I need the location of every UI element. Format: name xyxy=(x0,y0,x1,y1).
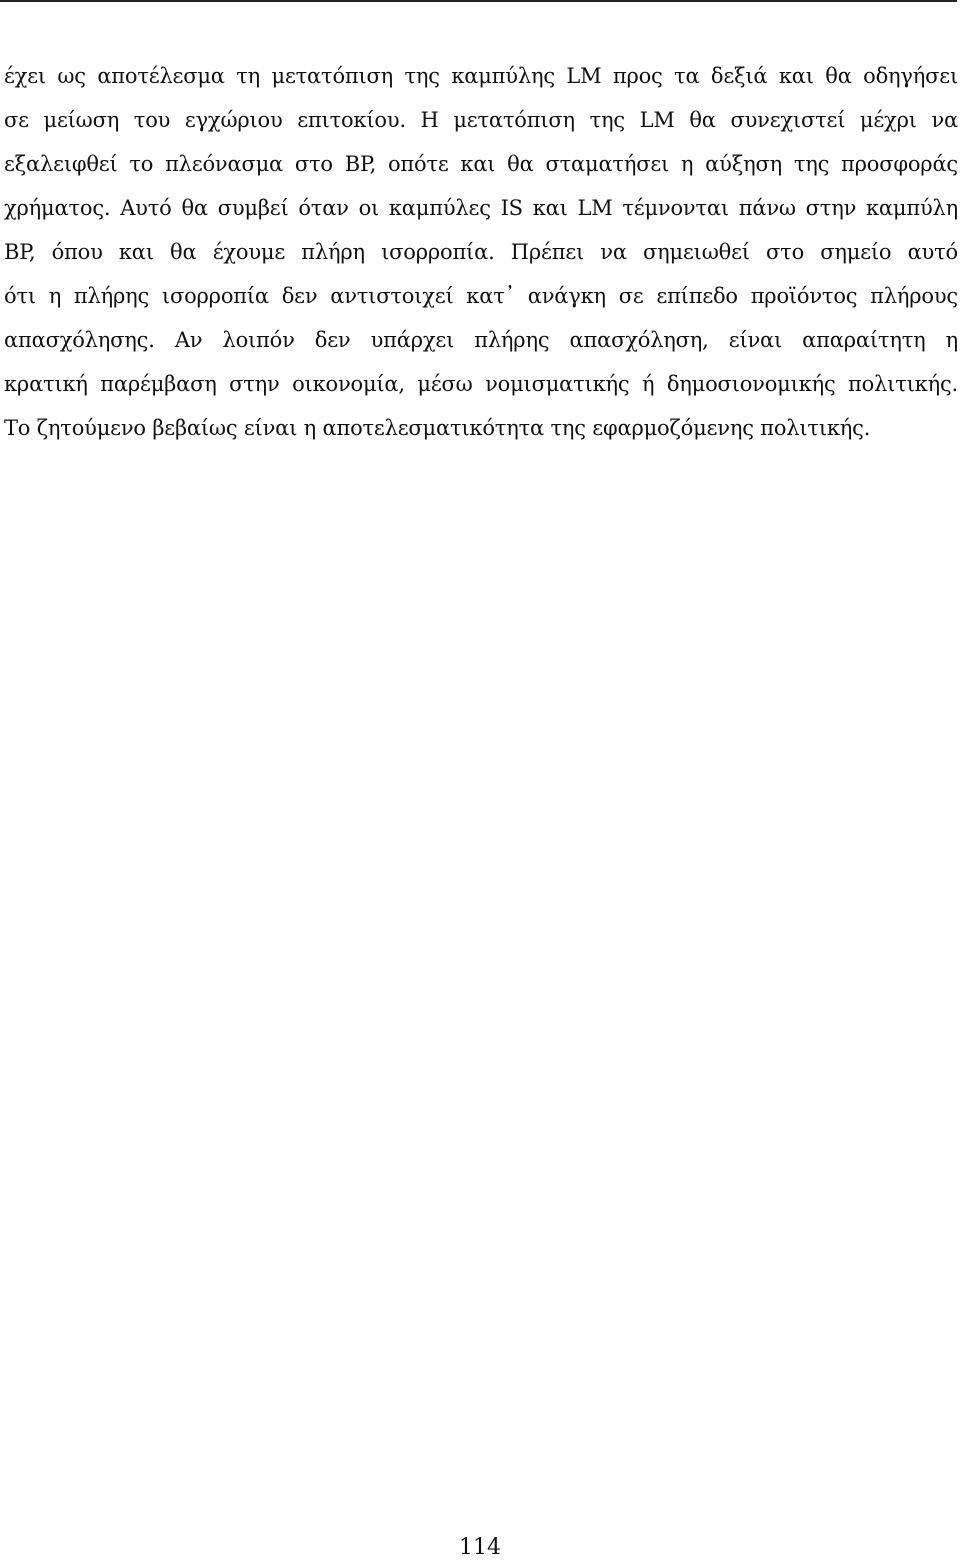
body-paragraph xyxy=(4,54,958,450)
text-line: σε μείωση του εγχώριου επιτοκίου. Η μετατόπιση της LM θα συνεχιστεί μέχρι να xyxy=(4,108,958,132)
text-line: ότι η πλήρης ισορροπία δεν αντιστοιχεί κατ᾽ ανάγκη σε επίπεδο προϊόντος πλήρους xyxy=(4,284,958,308)
text-line: εξαλειφθεί το πλεόνασμα στο BP, οπότε και θα σταματήσει η αύξηση της προσφοράς xyxy=(4,152,958,176)
header-rule xyxy=(0,0,957,2)
text-line: BP, όπου και θα έχουμε πλήρη ισορροπία. Πρέπει να σημειωθεί στο σημείο αυτό xyxy=(4,240,958,264)
text-line: απασχόλησης. Αν λοιπόν δεν υπάρχει πλήρης απασχόληση, είναι απαραίτητη η xyxy=(4,328,958,352)
text-line: έχει ως αποτέλεσμα τη μετατόπιση της καμπύλης LM προς τα δεξιά και θα οδηγήσει xyxy=(4,64,958,88)
page-number: 114 xyxy=(459,1535,501,1560)
text-line: χρήματος. Αυτό θα συμβεί όταν οι καμπύλες IS και LM τέμνονται πάνω στην καμπύλη xyxy=(4,196,958,220)
text-line: κρατική παρέμβαση στην οικονομία, μέσω νομισματικής ή δημοσιονομικής πολιτικής. xyxy=(4,372,958,396)
text-line: Το ζητούμενο βεβαίως είναι η αποτελεσματικότητα της εφαρμοζόμενης πολιτικής. xyxy=(4,416,871,440)
